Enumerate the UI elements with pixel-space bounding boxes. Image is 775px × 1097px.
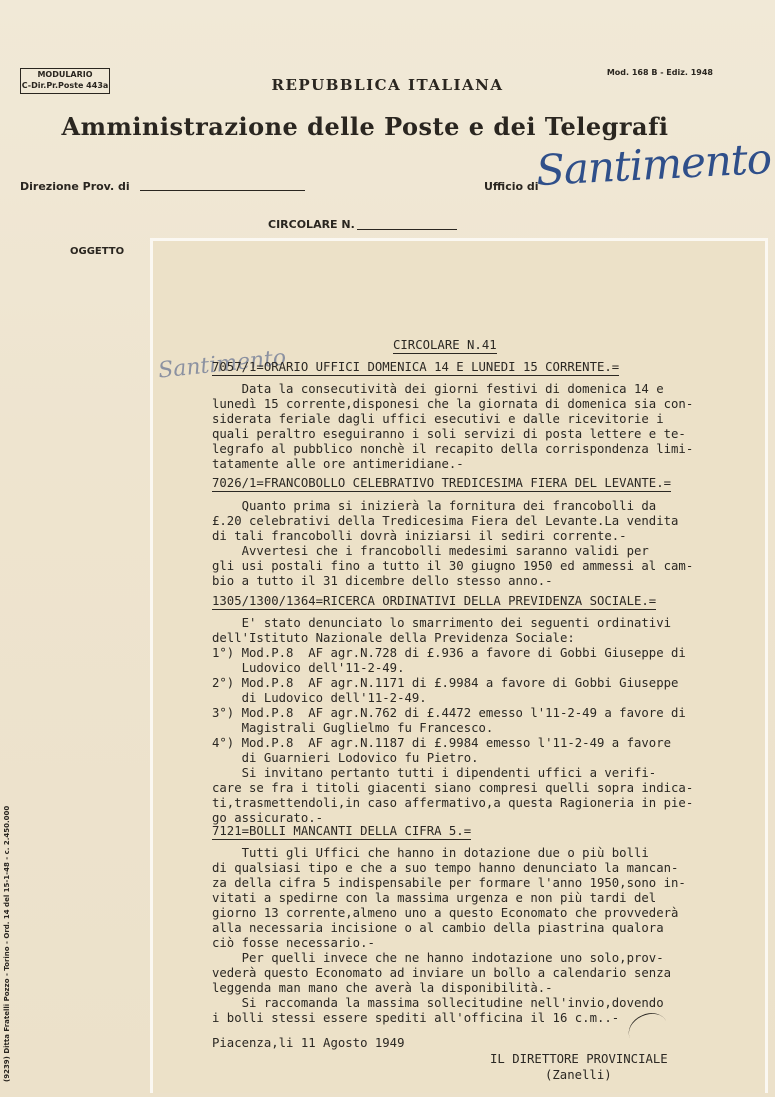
section-line: dell'Istituto Nazionale della Previdenza Sociale: bbox=[212, 631, 575, 645]
circular-handwritten-stamp: Santimento bbox=[157, 345, 288, 384]
section-line: go assicurato.- bbox=[212, 811, 324, 825]
administration-heading: Amministrazione delle Poste e dei Telegrafi bbox=[61, 112, 669, 141]
section-line: care se fra i titoli giacenti siano compresi quelli sopra indica- bbox=[212, 781, 694, 795]
section-line: ti,trasmettendoli,in caso affermativo,a questa Ragioneria in pie- bbox=[212, 796, 694, 810]
form-model-ref: Mod. 168 B - Ediz. 1948 bbox=[606, 68, 713, 77]
place-date: Piacenza,li 11 Agosto 1949 bbox=[212, 1036, 405, 1050]
section-line: tatamente alle ore antimeridiane.- bbox=[212, 457, 464, 471]
section-line: di qualsiasi tipo e che a suo tempo hanno denunciato la mancan- bbox=[212, 861, 679, 875]
section-line: i bolli stessi essere spediti all'officina il 16 c.m..- bbox=[212, 1011, 620, 1025]
section-line: 1°) Mod.P.8 AF agr.N.728 di £.936 a favore di Gobbi Giuseppe di bbox=[212, 646, 686, 660]
signatory-name: (Zanelli) bbox=[545, 1068, 612, 1082]
circolare-blank-line bbox=[357, 229, 457, 230]
section-line: lunedì 15 corrente,disponesi che la giornata di domenica sia con- bbox=[212, 397, 694, 411]
section-heading: 7057/1=ORARIO UFFICI DOMENICA 14 E LUNEDI 15 CORRENTE.= bbox=[212, 360, 619, 376]
modulario-title: MODULARIO bbox=[37, 70, 93, 79]
section-line: bio a tutto il 31 dicembre dello stesso anno.- bbox=[212, 574, 553, 588]
section-line: 2°) Mod.P.8 AF agr.N.1171 di £.9984 a favore di Gobbi Giuseppe bbox=[212, 676, 679, 690]
section-line: Per quelli invece che ne hanno indotazione uno solo,prov- bbox=[212, 951, 664, 965]
section-line: di Ludovico dell'11-2-49. bbox=[212, 691, 427, 705]
section-line: Data la consecutività dei giorni festivi di domenica 14 e bbox=[212, 382, 664, 396]
direzione-blank-line bbox=[140, 190, 305, 191]
section-line: Quanto prima si inizierà la fornitura dei francobolli da bbox=[212, 499, 657, 513]
ufficio-label: Ufficio di bbox=[484, 180, 539, 193]
section-line: leggenda man mano che averà la disponibilità.- bbox=[212, 981, 553, 995]
section-line: ciò fosse necessario.- bbox=[212, 936, 375, 950]
republic-heading: REPUBBLICA ITALIANA bbox=[271, 76, 504, 94]
section-line: E' stato denunciato lo smarrimento dei seguenti ordinativi bbox=[212, 616, 672, 630]
section-heading: 7121=BOLLI MANCANTI DELLA CIFRA 5.= bbox=[212, 824, 471, 840]
section-line: alla necessaria incisione o al cambio della piastrina qualora bbox=[212, 921, 664, 935]
section-line: 3°) Mod.P.8 AF agr.N.762 di £.4472 emesso l'11-2-49 a favore di bbox=[212, 706, 686, 720]
section-line: Magistrali Guglielmo fu Francesco. bbox=[212, 721, 494, 735]
circolare-label: CIRCOLARE N. bbox=[268, 218, 355, 231]
section-line: siderata feriale dagli uffici esecutivi e dalle ricevitorie i bbox=[212, 412, 664, 426]
section-line: legrafo al pubblico nonchè il recapito della corrispondenza limi- bbox=[212, 442, 694, 456]
section-heading: 1305/1300/1364=RICERCA ORDINATIVI DELLA PREVIDENZA SOCIALE.= bbox=[212, 594, 656, 610]
direzione-label: Direzione Prov. di bbox=[20, 180, 130, 193]
section-line: za della cifra 5 indispensabile per formare l'anno 1950,sono in- bbox=[212, 876, 686, 890]
oggetto-label: OGGETTO bbox=[70, 246, 125, 257]
section-line: vitati a spedirne con la massima urgenza e non più tardi del bbox=[212, 891, 657, 905]
section-line: Ludovico dell'11-2-49. bbox=[212, 661, 405, 675]
section-line: Avvertesi che i francobolli medesimi saranno validi per bbox=[212, 544, 649, 558]
section-line: di tali francobolli dovrà iniziarsi il sediri corrente.- bbox=[212, 529, 627, 543]
section-line: 4°) Mod.P.8 AF agr.N.1187 di £.9984 emesso l'11-2-49 a favore bbox=[212, 736, 672, 750]
printer-imprint: (9239) Ditta Fratelli Pozzo - Torino - Ord. 14 del 15-1-48 - c. 2.450.000 bbox=[3, 805, 11, 1082]
section-line: gli usi postali fino a tutto il 30 giugno 1950 ed ammessi al cam- bbox=[212, 559, 694, 573]
modulario-code: C-Dir.Pr.Poste 443a bbox=[21, 81, 109, 90]
signatory-title: IL DIRETTORE PROVINCIALE bbox=[490, 1052, 668, 1066]
section-line: vederà questo Economato ad inviare un bollo a calendario senza bbox=[212, 966, 672, 980]
section-heading: 7026/1=FRANCOBOLLO CELEBRATIVO TREDICESIMA FIERA DEL LEVANTE.= bbox=[212, 476, 671, 492]
section-line: quali peraltro eseguiranno i soli servizi di posta lettere e te- bbox=[212, 427, 686, 441]
section-line: Si invitano pertanto tutti i dipendenti uffici a verifi- bbox=[212, 766, 657, 780]
section-line: £.20 celebrativi della Tredicesima Fiera del Levante.La vendita bbox=[212, 514, 679, 528]
section-line: Tutti gli Uffici che hanno in dotazione due o più bolli bbox=[212, 846, 649, 860]
circular-title: CIRCOLARE N.41 bbox=[393, 338, 497, 354]
section-line: di Guarnieri Lodovico fu Pietro. bbox=[212, 751, 479, 765]
ufficio-handwritten: Santimento bbox=[534, 133, 773, 196]
section-line: Si raccomanda la massima sollecitudine nell'invio,dovendo bbox=[212, 996, 664, 1010]
section-line: giorno 13 corrente,almeno uno a questo Economato che provvederà bbox=[212, 906, 679, 920]
